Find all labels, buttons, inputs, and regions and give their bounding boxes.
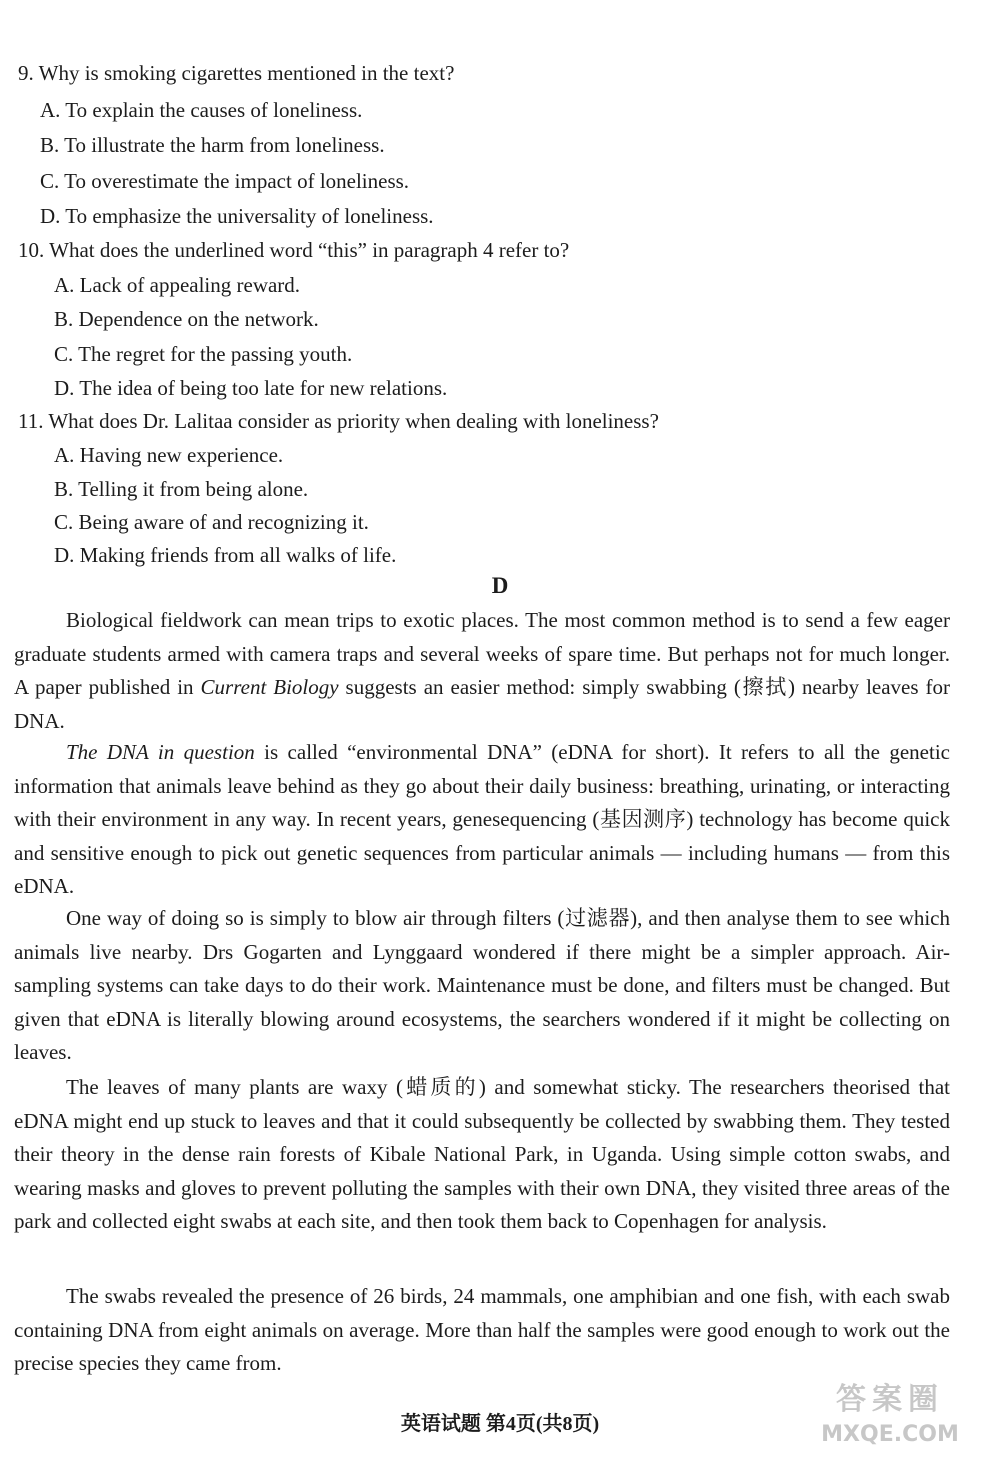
p1-text-after: suggests an easier method: simply swabbing (擦拭) nearby leaves for DNA.: [14, 675, 951, 733]
question-9-option-d: D. To emphasize the universality of loneliness.: [40, 204, 434, 228]
passage-paragraph-4: The leaves of many plants are waxy (蜡质的) and somewhat sticky. The researchers theorised that eDNA might end up stuck to leaves and that it could subsequently be collected by swabbing them. They tested their theory in the dense rain forests of Kibale National Park, in Uganda. Using simple cotton swabs, and wearing masks and gloves to prevent polluting the samples with their own DNA, they visited three areas of the park and collected eight swabs at each site, and then took them back to Copenhagen for analysis.: [14, 1075, 950, 1234]
question-10-stem-after: ” in paragraph 4 refer to?: [357, 238, 570, 262]
question-9-option-b: B. To illustrate the harm from loneliness.: [40, 133, 385, 157]
question-9-stem: 9. Why is smoking cigarettes mentioned in the text?: [18, 61, 455, 85]
p2-text: is called “environmental DNA” (eDNA for short). It refers to all the genetic information that animals leave behind as they go about their daily business: breathing, urinating, or interacting with their environment in any way. In recent years, genesequencing (基因测序) technology has become quick and sensitive enough to pick out genetic sequences from particular animals — including humans — from this eDNA.: [14, 740, 950, 899]
question-10-stem-before: 10. What does the underlined word “: [18, 238, 328, 262]
question-10-option-c: C. The regret for the passing youth.: [54, 342, 353, 366]
question-10-stem-word: this: [327, 238, 358, 262]
question-11-option-b: B. Telling it from being alone.: [54, 477, 309, 501]
passage-paragraph-2: [14, 736, 950, 904]
question-9-option-c: C. To overestimate the impact of loneliness.: [40, 169, 410, 193]
question-11-option-a: A. Having new experience.: [54, 443, 284, 467]
p2-lead: The DNA in question: [66, 740, 255, 764]
question-11-option-c: C. Being aware of and recognizing it.: [54, 510, 369, 534]
question-10-option-b: B. Dependence on the network.: [54, 307, 319, 331]
passage-paragraph-5: The swabs revealed the presence of 26 birds, 24 mammals, one amphibian and one fish, with each swab containing DNA from eight animals on average. More than half the samples were good enough to work out the precise species they came from.: [14, 1284, 950, 1376]
question-10-option-a: A. Lack of appealing reward.: [54, 273, 301, 297]
section-title: D: [491, 573, 509, 598]
page-footer: 英语试题 第4页(共8页): [400, 1413, 600, 1435]
question-9-option-a: A. To explain the causes of loneliness.: [40, 98, 363, 122]
question-10-stem: [18, 233, 569, 267]
passage-paragraph-3: One way of doing so is simply to blow air through filters (过滤器), and then analyse them to see which animals live nearby. Drs Gogarten and Lynggaard wondered if there might be a simpler approach. Air-sampling systems can take days to do their work. Maintenance must be done, and filters must be changed. But given that eDNA is literally blowing around ecosystems, the searchers wondered if it might be collecting on leaves.: [14, 906, 950, 1065]
question-11-stem: 11. What does Dr. Lalitaa consider as priority when dealing with loneliness?: [18, 409, 659, 433]
journal-name: Current Biology: [200, 675, 339, 700]
passage-paragraph-1: [14, 604, 950, 738]
watermark-bottom-text: MXQE.COM: [821, 1422, 959, 1447]
question-11-option-d: D. Making friends from all walks of life.: [54, 543, 397, 567]
p1-text-before: Biological fieldwork can mean trips to exotic places. The most common method is to send a few eager graduate students armed with camera traps and several weeks of spare time. But perhaps not for much longer. A paper published in: [14, 608, 950, 700]
watermark-logo: [786, 1378, 994, 1458]
question-10-option-d: D. The idea of being too late for new relations.: [54, 376, 448, 400]
watermark-top-text: 答案圈: [836, 1382, 944, 1417]
